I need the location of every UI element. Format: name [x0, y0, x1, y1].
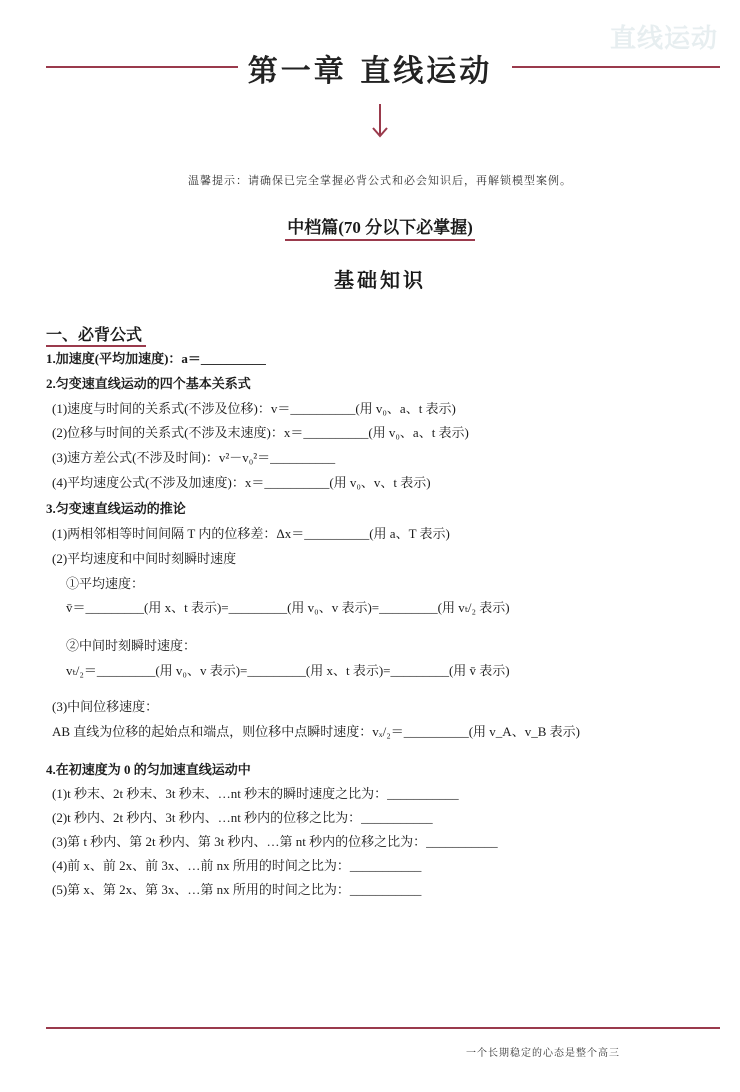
formula-line: (1)速度与时间的关系式(不涉及位移)：v＝__________(用 v₀、a、t 表示) [52, 401, 456, 416]
formula-line: ①平均速度： [66, 576, 145, 591]
formula-line: (2)位移与时间的关系式(不涉及末速度)：x＝__________(用 v₀、a、t 表示) [52, 425, 469, 440]
formula-line: vₜ/₂＝_________(用 v₀、v 表示)=_________(用 x、t 表示)=_________(用 v̄ 表示) [66, 663, 510, 678]
formula-line: (1)t 秒末、2t 秒末、3t 秒末、…nt 秒末的瞬时速度之比为：___________ [52, 786, 459, 801]
section-heading: 基础知识 [334, 268, 426, 292]
formula-line: (4)前 x、前 2x、前 3x、…前 nx 所用的时间之比为：___________ [52, 858, 422, 873]
section1-underline [46, 345, 146, 347]
formula-line: (3)第 t 秒内、第 2t 秒内、第 3t 秒内、…第 nt 秒内的位移之比为：___________ [52, 834, 498, 849]
tip-text: 温馨提示：请确保已完全掌握必背公式和必会知识后，再解锁模型案例。 [188, 174, 572, 187]
formula-line: (3)速方差公式(不涉及时间)：v²－v₀²＝__________ [52, 450, 336, 465]
down-arrow-icon [372, 104, 388, 138]
formula-line: AB 直线为位移的起始点和端点，则位移中点瞬时速度：vₓ/₂＝__________(用 v_A、v_B 表示) [52, 724, 580, 739]
formula-line: (5)第 x、第 2x、第 3x、…第 nx 所用的时间之比为：___________ [52, 882, 422, 897]
footer-rule [46, 1027, 720, 1029]
formula-line: ②中间时刻瞬时速度： [66, 638, 197, 653]
formula-line: (1)两相邻相等时间间隔 T 内的位移差：Δx＝__________(用 a、T 表示) [52, 526, 450, 541]
section1-title: 一、必背公式 [46, 325, 143, 344]
formula-line: (4)平均速度公式(不涉及加速度)：x＝__________(用 v₀、v、t 表示) [52, 475, 431, 490]
subtitle [0, 213, 740, 238]
formula-line: (2)平均速度和中间时刻瞬时速度 [52, 551, 237, 566]
watermark: 直线运动 [609, 24, 718, 54]
formula-line: 3.匀变速直线运动的推论 [46, 501, 186, 516]
formula-line: 2.匀变速直线运动的四个基本关系式 [46, 376, 251, 391]
formula-line: v̄＝_________(用 x、t 表示)=_________(用 v₀、v 表示)=_________(用 vₜ/₂ 表示) [66, 600, 510, 615]
formula-line: (2)t 秒内、2t 秒内、3t 秒内、…nt 秒内的位移之比为：___________ [52, 810, 433, 825]
formula-line: 1.加速度(平均加速度)：a＝__________ [46, 351, 266, 366]
formula-line: 4.在初速度为 0 的匀加速直线运动中 [46, 762, 251, 777]
chapter-title: 第一章 直线运动 [247, 54, 493, 89]
formula-line: (3)中间位移速度： [52, 699, 159, 714]
footer-text: 一个长期稳定的心态是整个高三 [466, 1048, 620, 1059]
subtitle-text: 中档篇(70 分以下必掌握) [285, 218, 475, 241]
